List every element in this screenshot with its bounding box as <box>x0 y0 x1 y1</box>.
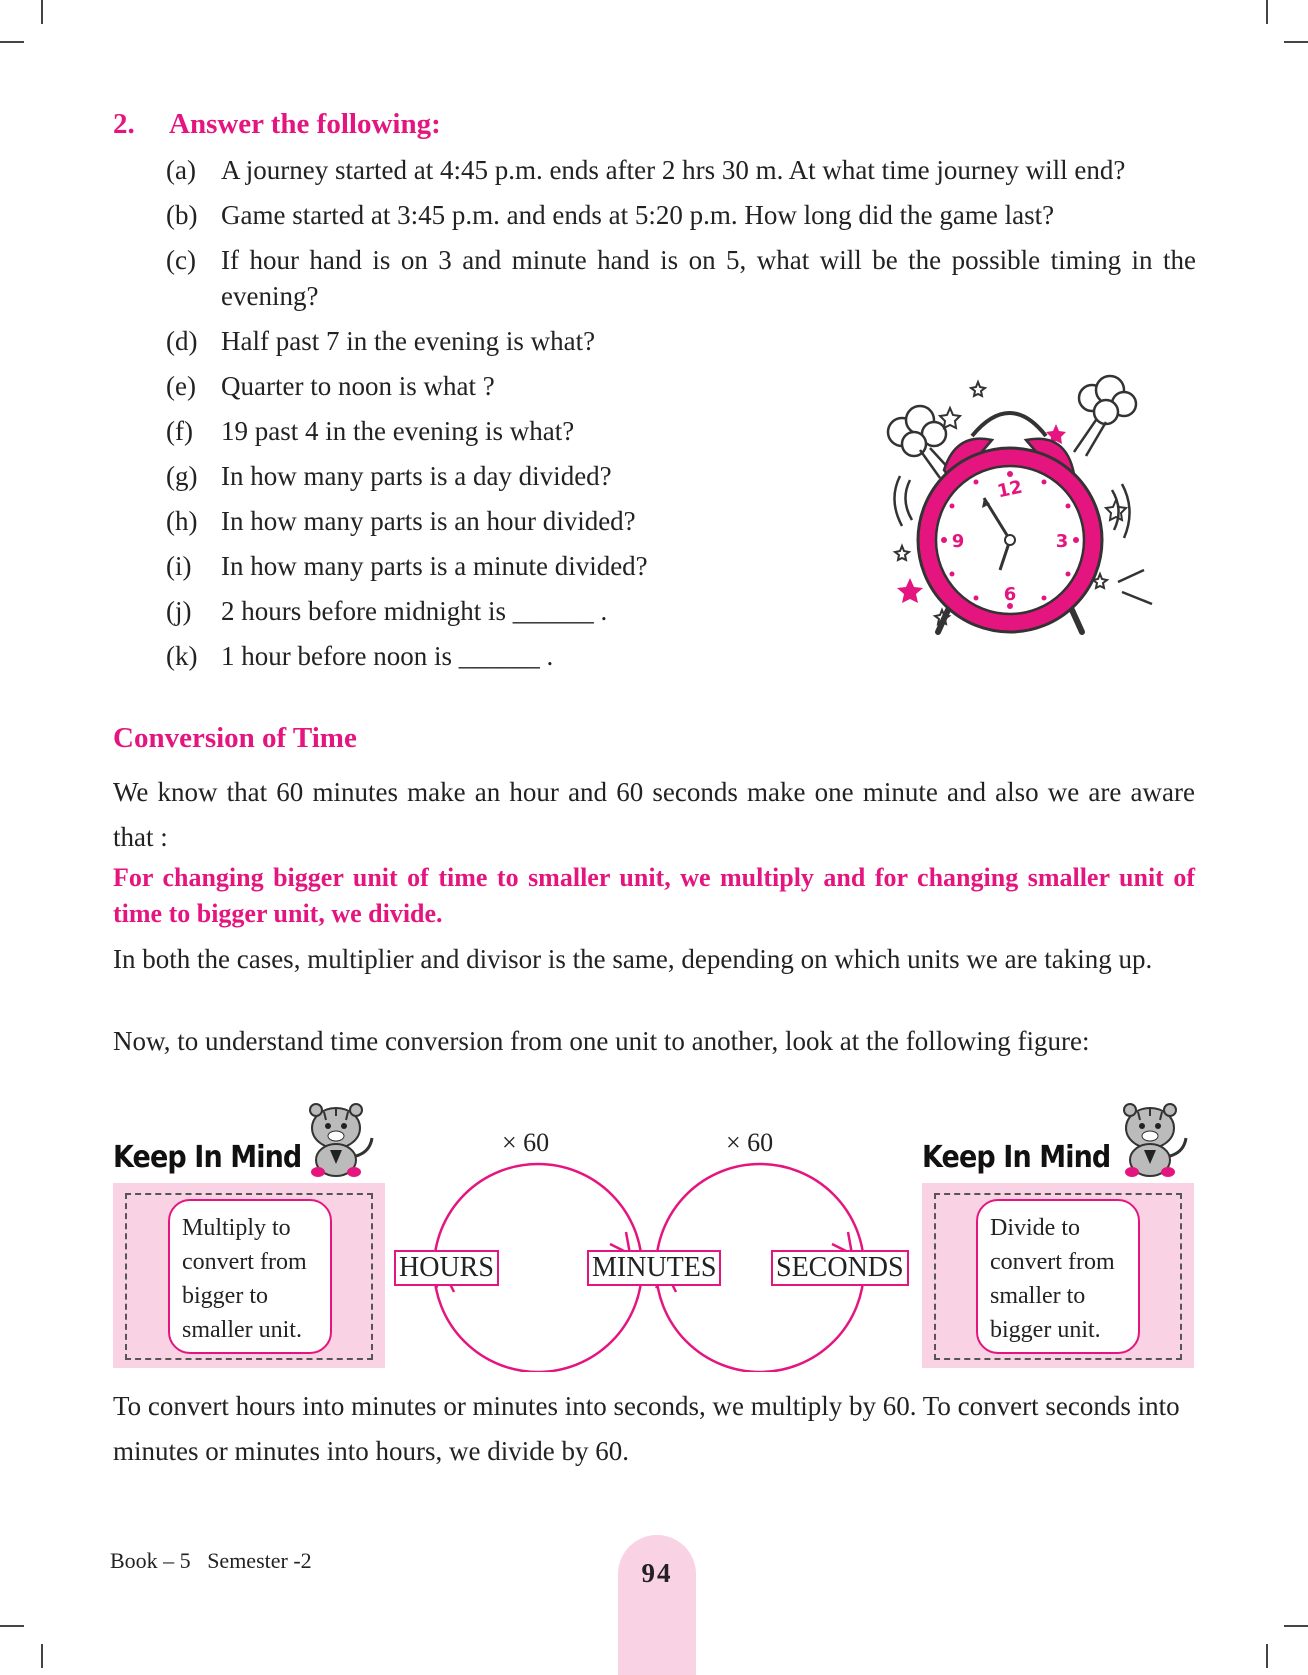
question-number: 2. <box>113 108 135 140</box>
clock-number-3: 3 <box>1055 531 1069 552</box>
clock-number-12: 12 <box>995 476 1025 503</box>
alarm-clock-illustration <box>860 370 1160 660</box>
tiger-mascot-icon <box>1112 1098 1192 1180</box>
clock-number-9: 9 <box>951 531 965 552</box>
note-line: smaller to <box>990 1283 1086 1309</box>
question-item-h: (h) In how many parts is an hour divided? <box>166 506 636 536</box>
crop-mark <box>41 0 43 24</box>
crop-mark <box>1284 1625 1308 1627</box>
keep-in-mind-title-right: Keep In Mind <box>922 1140 1111 1175</box>
multiply-label-1: × 60 <box>502 1128 550 1157</box>
note-line: convert from <box>990 1249 1115 1275</box>
multiply-note-card <box>168 1199 332 1354</box>
tiger-mascot-icon <box>298 1098 378 1180</box>
question-item-g: (g) In how many parts is a day divided? <box>166 461 612 491</box>
question-item-c: (c) If hour hand is on 3 and minute hand is on 5, what will be the possible timing in the evening? <box>166 245 1196 311</box>
question-item-b: (b) Game started at 3:45 p.m. and ends at 5:20 p.m. How long did the game last? <box>166 200 1055 230</box>
crop-mark <box>1266 0 1268 24</box>
crop-mark <box>1266 1644 1268 1668</box>
question-item-f: (f) 19 past 4 in the evening is what? <box>166 416 575 446</box>
rule-paragraph: For changing bigger unit of time to smaller unit, we multiply and for changing smaller unit of time to bigger unit, we divide. <box>113 863 1195 928</box>
footer-semester: Semester -2 <box>207 1548 312 1573</box>
multiplier-paragraph: In both the cases, multiplier and divisor is the same, depending on which units we are taking up. <box>113 944 1153 974</box>
seconds-unit-box: SECONDS <box>771 1250 909 1286</box>
question-item-k: (k) 1 hour before noon is ______ . <box>166 641 554 671</box>
note-line: bigger to <box>182 1283 268 1309</box>
question-item-e: (e) Quarter to noon is what ? <box>166 371 495 401</box>
question-title: Answer the following: <box>169 108 441 140</box>
minutes-unit-box: MINUTES <box>587 1250 721 1286</box>
note-line: Multiply to <box>182 1215 291 1241</box>
question-item-a: (a) A journey started at 4:45 p.m. ends after 2 hrs 30 m. At what time journey will end? <box>166 155 1126 185</box>
crop-mark <box>41 1644 43 1668</box>
multiply-label-2: × 60 <box>726 1128 774 1157</box>
crop-mark <box>0 1625 24 1627</box>
note-line: smaller unit. <box>182 1317 302 1343</box>
footer-book-info <box>110 1548 312 1574</box>
hours-unit-box: HOURS <box>394 1250 499 1286</box>
question-heading <box>113 108 441 141</box>
note-line: convert from <box>182 1249 307 1275</box>
keep-in-mind-title-left: Keep In Mind <box>113 1140 302 1175</box>
question-item-j: (j) 2 hours before midnight is ______ . <box>166 596 608 626</box>
question-item-i: (i) In how many parts is a minute divided? <box>166 551 648 581</box>
note-line: bigger unit. <box>990 1317 1101 1343</box>
clock-number-6: 6 <box>1003 584 1017 605</box>
keep-in-mind-panel-left <box>113 1183 385 1368</box>
section-title: Conversion of Time <box>113 722 357 754</box>
page-number-tab <box>618 1535 696 1675</box>
note-line: Divide to <box>990 1215 1080 1241</box>
divide-note-card <box>976 1199 1140 1354</box>
intro-paragraph: We know that 60 minutes make an hour and 60 seconds make one minute and also we are aware that : <box>113 777 1195 852</box>
summary-paragraph: To convert hours into minutes or minutes into seconds, we multiply by 60. To convert seconds into minutes or minutes into hours, we divide by 60. <box>113 1391 1180 1466</box>
page-number: 94 <box>641 1558 673 1588</box>
figure-intro-paragraph: Now, to understand time conversion from one unit to another, look at the following figure: <box>113 1026 1090 1056</box>
question-item-d: (d) Half past 7 in the evening is what? <box>166 326 596 356</box>
keep-in-mind-panel-right <box>922 1183 1194 1368</box>
crop-mark <box>0 41 24 43</box>
crop-mark <box>1284 41 1308 43</box>
footer-book: Book – 5 <box>110 1548 191 1573</box>
